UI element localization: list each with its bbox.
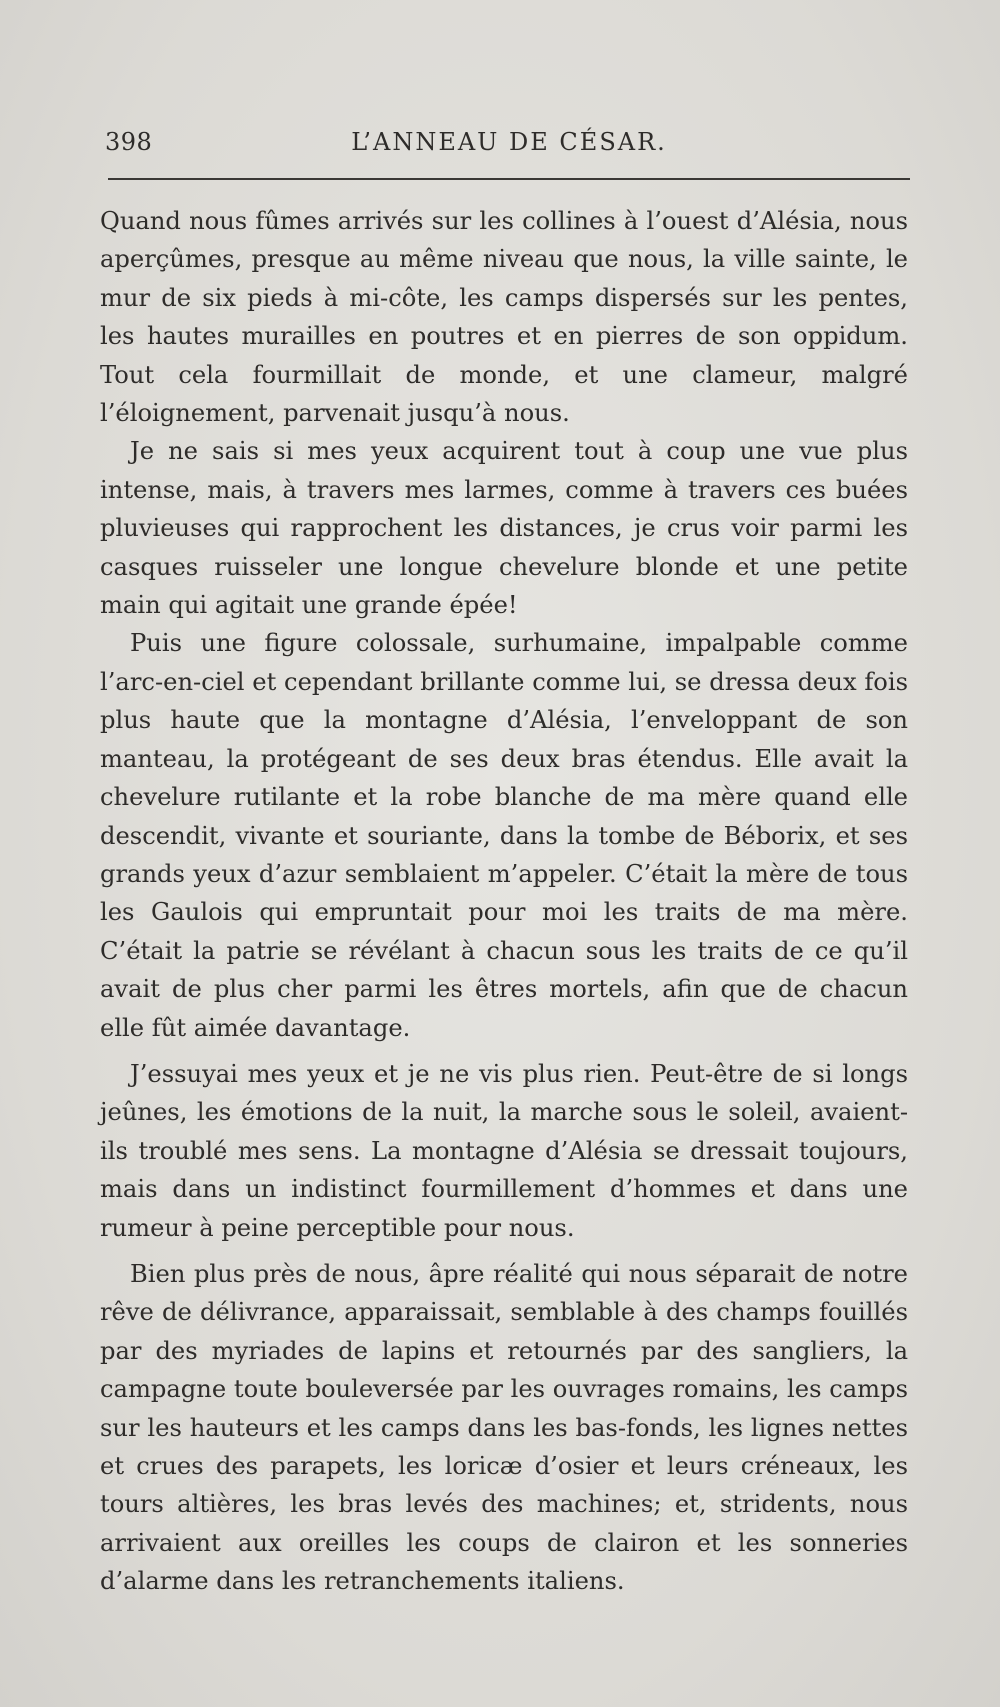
page-number: 398 (105, 128, 153, 156)
paragraph-1: Quand nous fûmes arrivés sur les collines à l’ouest d’Alésia, nous aperçûmes, presque au même niveau que nous, la ville sainte, le mur de six pieds à mi-côte, les camps dispersés sur les pentes, les hautes murailles en poutres et en pierres de son oppidum. Tout cela fourmillait de monde, et une clameur, malgré l’éloignement, parvenait jusqu’à nous. (100, 207, 908, 428)
paragraph-4: J’essuyai mes yeux et je ne vis plus rien. Peut-être de si longs jeûnes, les émotions de la nuit, la marche sous le soleil, avaient-ils troublé mes sens. La montagne d’Alésia se dressait toujours, mais dans un indistinct fourmillement d’hommes et dans une rumeur à peine perceptible pour nous. (100, 1059, 908, 1242)
body-text (100, 202, 908, 1601)
page-header (105, 128, 913, 168)
paragraph-5: Bien plus près de nous, âpre réalité qui nous séparait de notre rêve de délivrance, apparaissait, semblable à des champs fouillés par des myriades de lapins et retournés par des sangliers, la campagne toute bouleversée par les ouvrages romains, les camps sur les hauteurs et les camps dans les bas-fonds, les lignes nettes et crues des parapets, les loricæ d’osier et leurs créneaux, les tours altières, les bras levés des machines; et, stridents, nous arrivaient aux oreilles les coups de clairon et les sonneries d’alarme dans les retranchements italiens. (100, 1259, 908, 1596)
paragraph-3: Puis une figure colossale, surhumaine, impalpable comme l’arc-en-ciel et cependant brillante comme lui, se dressa deux fois plus haute que la montagne d’Alésia, l’enveloppant de son manteau, la protégeant de ses deux bras étendus. Elle avait la chevelure rutilante et la robe blanche de ma mère quand elle descendit, vivante et souriante, dans la tombe de Béborix, et ses grands yeux d’azur semblaient m’appeler. C’était la mère de tous les Gaulois qui empruntait pour moi les traits de ma mère. C’était la patrie se révélant à chacun sous les traits de ce qu’il avait de plus cher parmi les êtres mortels, afin que de chacun elle fût aimée davantage. (100, 629, 908, 1042)
paragraph-2: Je ne sais si mes yeux acquirent tout à coup une vue plus intense, mais, à travers mes larmes, comme à travers ces buées pluvieuses qui rapprochent les distances, je crus voir parmi les casques ruisseler une longue chevelure blonde et une petite main qui agitait une grande épée! (100, 437, 908, 620)
running-title: L’ANNEAU DE CÉSAR. (351, 128, 667, 156)
header-rule (108, 178, 910, 180)
